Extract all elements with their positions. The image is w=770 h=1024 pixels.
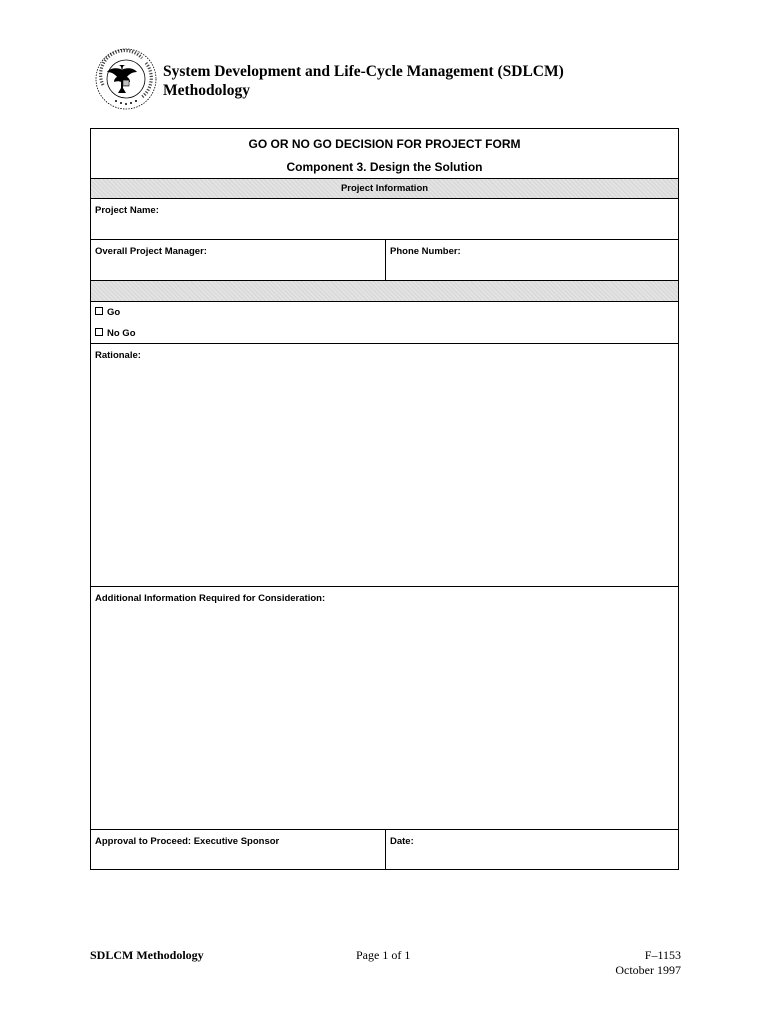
document-title-line1: System Development and Life-Cycle Management (SDLCM) <box>163 63 564 80</box>
footer-form-info <box>615 948 681 978</box>
decision-options <box>91 302 678 344</box>
form-subtitle: Component 3. Design the Solution <box>286 160 483 174</box>
footer-date: October 1997 <box>615 963 681 977</box>
date-label: Date: <box>390 836 414 847</box>
phone-label: Phone Number: <box>390 246 461 257</box>
project-name-label: Project Name: <box>95 205 159 216</box>
no-go-checkbox[interactable] <box>95 328 103 336</box>
decision-header-bar <box>91 281 678 302</box>
document-title <box>163 62 564 100</box>
go-option[interactable] <box>95 307 120 318</box>
project-information-label: Project Information <box>340 183 429 194</box>
approval-row <box>91 830 678 869</box>
form-title-block <box>91 129 678 179</box>
manager-phone-row <box>91 240 678 281</box>
form-title: GO OR NO GO DECISION FOR PROJECT FORM <box>248 137 521 151</box>
go-checkbox[interactable] <box>95 307 103 315</box>
rationale-label: Rationale: <box>95 350 141 361</box>
additional-information-label: Additional Information Required for Consideration: <box>95 593 326 604</box>
additional-information-field[interactable] <box>91 587 678 830</box>
no-go-label: No Go <box>107 328 136 339</box>
nrc-seal-logo <box>94 47 158 111</box>
manager-label: Overall Project Manager: <box>95 246 207 257</box>
document-title-line2: Methodology <box>163 82 250 99</box>
no-go-option[interactable] <box>95 328 136 339</box>
go-no-go-form <box>90 128 679 870</box>
footer-form-number: F–1153 <box>644 948 681 962</box>
column-divider <box>385 240 386 280</box>
project-name-field[interactable] <box>91 199 678 240</box>
approval-label: Approval to Proceed: Executive Sponsor <box>95 836 280 847</box>
project-information-header <box>91 179 678 199</box>
rationale-field[interactable] <box>91 344 678 587</box>
footer-page-number: Page 1 of 1 <box>356 948 411 962</box>
go-label: Go <box>107 307 121 318</box>
footer-document-name: SDLCM Methodology <box>90 948 204 962</box>
column-divider <box>385 830 386 869</box>
